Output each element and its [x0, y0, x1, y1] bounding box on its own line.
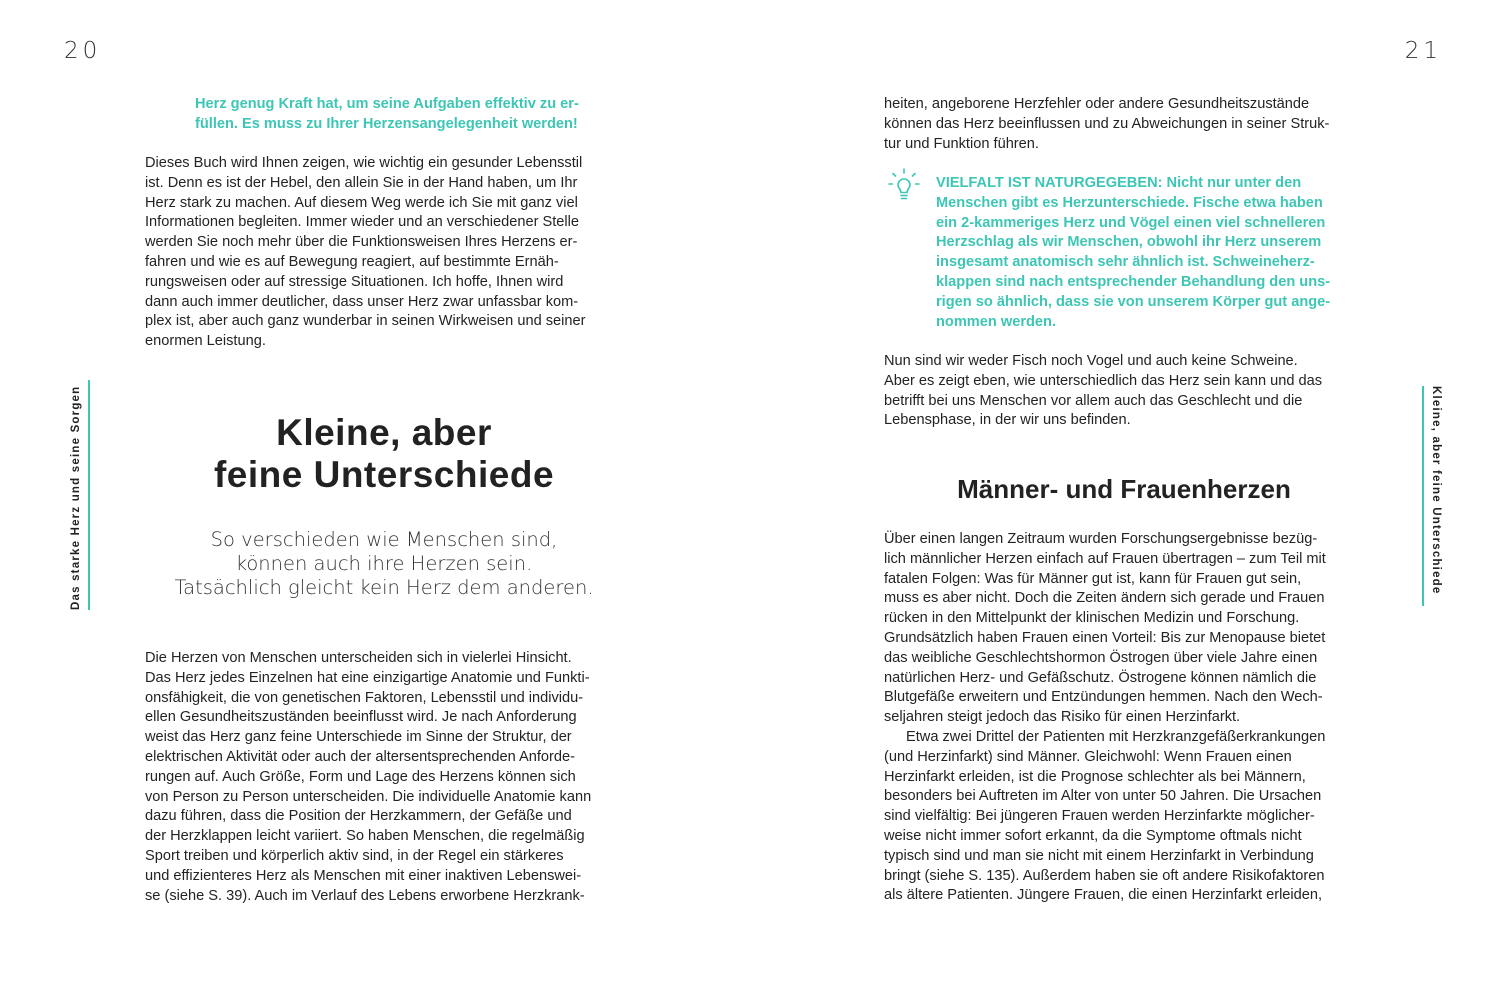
title-line: Kleine, aber	[276, 412, 492, 453]
text-line: das weibliche Geschlechtshormon Östrogen über viele Jahre einen	[884, 649, 1318, 666]
text-line: nommen werden.	[936, 313, 1057, 330]
subtitle-line: Tatsächlich gleicht kein Herz dem anderen.	[174, 576, 594, 599]
text-line: Das Herz jedes Einzelnen hat eine einzigartige Anatomie und Funkti-	[145, 669, 590, 686]
page-number-left: 20	[64, 38, 102, 64]
text-line: onsfähigkeit, die von genetischen Faktoren, Lebensstil und individu-	[145, 689, 584, 706]
subtitle-line: So verschieden wie Menschen sind,	[210, 528, 558, 551]
text-line: (und Herzinfarkt) sind Männer. Gleichwohl: Wenn Frauen einen	[884, 748, 1292, 765]
text-line: plex ist, aber auch ganz wunderbar in seinen Wirkweisen und seiner	[145, 313, 586, 330]
tip-box	[936, 174, 1376, 332]
chapter-subtitle	[145, 528, 623, 600]
text-line: Lebensphase, in der wir uns befinden.	[884, 412, 1131, 429]
text-line: rigen so ähnlich, dass sie von unserem Körper gut ange-	[936, 293, 1331, 310]
lightbulb-icon	[886, 166, 922, 206]
text-line: rücken in den Mittelpunkt der klinischen Medizin und Forschung.	[884, 610, 1300, 627]
text-line: besonders bei Auftreten im Alter von unter 50 Jahren. Die Ursachen	[884, 788, 1322, 805]
text-line: füllen. Es muss zu Ihrer Herzensangelegenheit werden!	[195, 115, 578, 132]
text-line: werden Sie noch mehr über die Funktionsweisen Ihres Herzens er-	[145, 234, 578, 251]
text-line: elektrischen Aktivität oder auch der altersentsprechenden Anforde-	[145, 748, 575, 765]
title-line: feine Unterschiede	[213, 454, 555, 495]
text-line: dann auch immer deutlicher, dass unser Herz zwar unfassbar kom-	[145, 293, 579, 310]
text-line: Über einen langen Zeitraum wurden Forschungsergebnisse bezüg-	[884, 531, 1318, 547]
text-line: Grundsätzlich haben Frauen einen Vorteil: Bis zur Menopause bietet	[884, 629, 1326, 646]
text-line: insgesamt anatomisch sehr ähnlich ist. Schweineherz-	[936, 254, 1315, 271]
text-line: lich männlicher Herzen einfach auf Frauen übertragen – zum Teil mit	[884, 550, 1326, 567]
text-line: rungen auf. Auch Größe, Form und Lage des Herzens können sich	[145, 768, 576, 785]
text-line: als ältere Patienten. Jüngere Frauen, die einen Herzinfarkt erleiden,	[884, 887, 1323, 904]
text-line: weist das Herz ganz feine Unterschiede im Sinne der Struktur, der	[145, 729, 572, 746]
text-line: ellen Gesundheitszuständen beeinflusst wird. Je nach Anforderung	[145, 709, 577, 726]
text-line: Die Herzen von Menschen unterscheiden sich in vielerlei Hinsicht.	[145, 650, 572, 666]
text-line: natürlichen Herz- und Gefäßschutz. Östrogene können nämlich die	[884, 669, 1317, 686]
text-line: se (siehe S. 39). Auch im Verlauf des Lebens erworbene Herzkrank-	[145, 887, 585, 904]
text-line: heiten, angeborene Herzfehler oder andere Gesundheitszustände	[884, 96, 1310, 112]
text-line: Blutgefäße erweitern und Entzündungen hemmen. Nach den Wech-	[884, 689, 1323, 706]
subtitle-line: können auch ihre Herzen sein.	[235, 552, 533, 575]
text-line: bringt (siehe S. 135). Außerdem haben sie oft andere Risikofaktoren	[884, 867, 1325, 884]
text-line: typisch sind und man sie nicht mit einem Herzinfarkt in Verbindung	[884, 847, 1314, 864]
text-line: enormen Leistung.	[145, 333, 266, 350]
text-line: sind vielfältig: Bei jüngeren Frauen werden Herzinfarkte möglicher-	[884, 808, 1315, 825]
text-line: ist. Denn es ist der Hebel, den allein Sie in der Hand haben, um Ihr	[145, 174, 578, 191]
text-line: Aber es zeigt eben, wie unterschiedlich das Herz sein kann und das	[884, 372, 1323, 389]
text-line: Sport treiben und körperlich aktiv sind, in der Regel ein stärkeres	[145, 847, 564, 864]
side-tab-right	[1422, 386, 1442, 606]
body-paragraph-right	[884, 530, 1374, 906]
text-line: betrifft bei uns Menschen vor allem auch das Geschlecht und die	[884, 392, 1303, 409]
side-tab-left-label: Das starke Herz und seine Sorgen	[70, 385, 82, 610]
text-line: klappen sind nach entsprechender Behandlung den uns-	[936, 273, 1331, 290]
text-line: muss es aber nicht. Doch die Zeiten ändern sich gerade und Frauen	[884, 590, 1325, 607]
text-line: fatalen Folgen: Was für Männer gut ist, kann für Frauen gut sein,	[884, 570, 1302, 587]
text-line: können das Herz beeinflussen und zu Abweichungen in seiner Struk-	[884, 115, 1330, 132]
text-line: rungsweisen oder auf stressige Situationen. Ich hoffe, Ihnen wird	[145, 273, 564, 290]
text-line: tur und Funktion führen.	[884, 135, 1039, 152]
text-line: dazu führen, dass die Position der Herzkammern, der Gefäße und	[145, 808, 572, 825]
continuation-paragraph	[884, 95, 1374, 154]
chapter-title	[145, 412, 623, 496]
text-line: Herz stark zu machen. Auf diesem Weg werde ich Sie mit ganz viel	[145, 194, 578, 211]
text-line: Herzschlag als wir Menschen, obwohl ihr Herz unserem	[936, 234, 1322, 251]
text-line: seljahren steigt jedoch das Risiko für einen Herzinfarkt.	[884, 709, 1241, 726]
text-line: Herz genug Kraft hat, um seine Aufgaben effektiv zu er-	[195, 96, 579, 112]
section-heading: Männer- und Frauenherzen	[957, 474, 1291, 504]
transition-paragraph	[884, 352, 1374, 431]
text-line-indented	[884, 728, 1374, 748]
text-line: Menschen gibt es Herzunterschiede. Fische etwa haben	[936, 194, 1323, 211]
text-line: Informationen begleiten. Immer wieder und an verschiedener Stelle	[145, 214, 580, 231]
body-paragraph-left	[145, 649, 635, 906]
page-number-right: 21	[1404, 38, 1442, 64]
text-line: Etwa zwei Drittel der Patienten mit Herzkranzgefäßerkrankungen	[906, 728, 1326, 745]
highlight-callout	[195, 95, 635, 135]
text-line: Nun sind wir weder Fisch noch Vogel und auch keine Schweine.	[884, 353, 1298, 369]
intro-paragraph	[145, 154, 635, 352]
text-line: Herzinfarkt erleiden, ist die Prognose schlechter als bei Männern,	[884, 768, 1306, 785]
text-line: ein 2-kammeriges Herz und Vögel einen viel schnelleren	[936, 214, 1326, 231]
text-line: von Person zu Person unterscheiden. Die individuelle Anatomie kann	[145, 788, 592, 805]
text-line: fahren und wie es auf Bewegung reagiert, auf bestimmte Ernäh-	[145, 253, 559, 270]
text-line: Dieses Buch wird Ihnen zeigen, wie wichtig ein gesunder Lebensstil	[145, 155, 583, 171]
side-tab-left	[70, 380, 90, 610]
text-line: VIELFALT IST NATURGEGEBEN: Nicht nur unter den	[936, 175, 1302, 191]
text-line: und effizienteres Herz als Menschen mit einer inaktiven Lebenswei-	[145, 867, 582, 884]
text-line: weise nicht immer sofort erkannt, da die Symptome oftmals nicht	[884, 827, 1302, 844]
text-line: der Herzklappen leicht variiert. So haben Menschen, die regelmäßig	[145, 828, 585, 845]
side-tab-right-label: Kleine, aber feine Unterschiede	[1430, 386, 1442, 595]
